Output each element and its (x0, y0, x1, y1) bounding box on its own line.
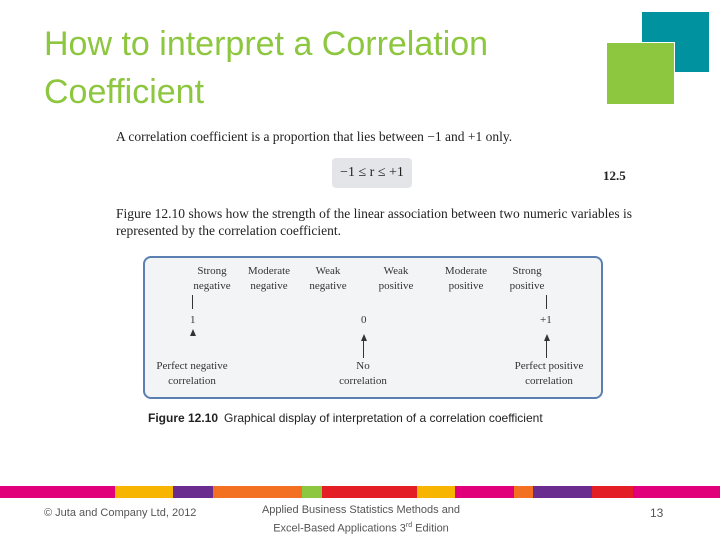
color-bar-segment (417, 486, 455, 498)
arrow-shaft (363, 340, 364, 358)
axis-value-negative-one: 1 (190, 314, 196, 326)
label-strong-positive: Strong positive (509, 265, 545, 292)
figure-caption-text: Graphical display of interpretation of a correlation coefficient (224, 411, 543, 425)
label-perfect-positive-correlation: Perfect positive correlation (514, 360, 584, 387)
color-bar-segment (173, 486, 213, 498)
color-bar-segment (302, 486, 322, 498)
label-moderate-negative: Moderate negative (247, 265, 291, 292)
label-no-correlation: No correlation (339, 360, 387, 387)
color-bar-segment (115, 486, 173, 498)
arrow-up-icon (190, 329, 196, 336)
label-moderate-positive: Moderate positive (444, 265, 488, 292)
intro-text: A correlation coefficient is a proportion that lies between −1 and +1 only. (116, 129, 513, 144)
color-bar-segment (0, 486, 115, 498)
slide-title: How to interpret a Correlation Coefficient (44, 25, 489, 111)
color-bar-segment (455, 486, 514, 498)
color-bar-segment (322, 486, 417, 498)
decor-square-green (606, 42, 675, 105)
footer-color-bar (0, 486, 720, 498)
tick-line-right (546, 295, 547, 309)
color-bar-segment (633, 486, 720, 498)
color-bar-segment (514, 486, 533, 498)
arrow-up-icon (544, 334, 550, 341)
page-number: 13 (650, 506, 664, 520)
label-perfect-negative-correlation: Perfect negative correlation (156, 360, 228, 387)
footer-copyright: © Juta and Company Ltd, 2012 (44, 507, 197, 519)
color-bar-segment (213, 486, 302, 498)
figure-description-text: Figure 12.10 shows how the strength of the linear association between two numeric variables is represented by the correlation coefficient. (116, 206, 632, 238)
figure-caption (148, 411, 543, 425)
arrow-shaft (546, 340, 547, 358)
footer-book-title: Applied Business Statistics Methods and Excel-Based Applications 3rd Edition (261, 504, 461, 535)
correlation-scale-figure (143, 256, 603, 399)
label-strong-negative: Strong negative (193, 265, 231, 292)
equation-number: 12.5 (603, 168, 626, 183)
color-bar-segment (533, 486, 592, 498)
formula-box: −1 ≤ r ≤ +1 (332, 158, 412, 188)
color-bar-segment (592, 486, 633, 498)
label-weak-negative: Weak negative (309, 265, 347, 292)
arrow-up-icon (361, 334, 367, 341)
figure-caption-number: Figure 12.10 (148, 411, 219, 425)
axis-value-positive-one: +1 (540, 314, 552, 326)
label-weak-positive: Weak positive (378, 265, 414, 292)
axis-value-zero: 0 (361, 314, 367, 326)
tick-line-left (192, 295, 193, 309)
